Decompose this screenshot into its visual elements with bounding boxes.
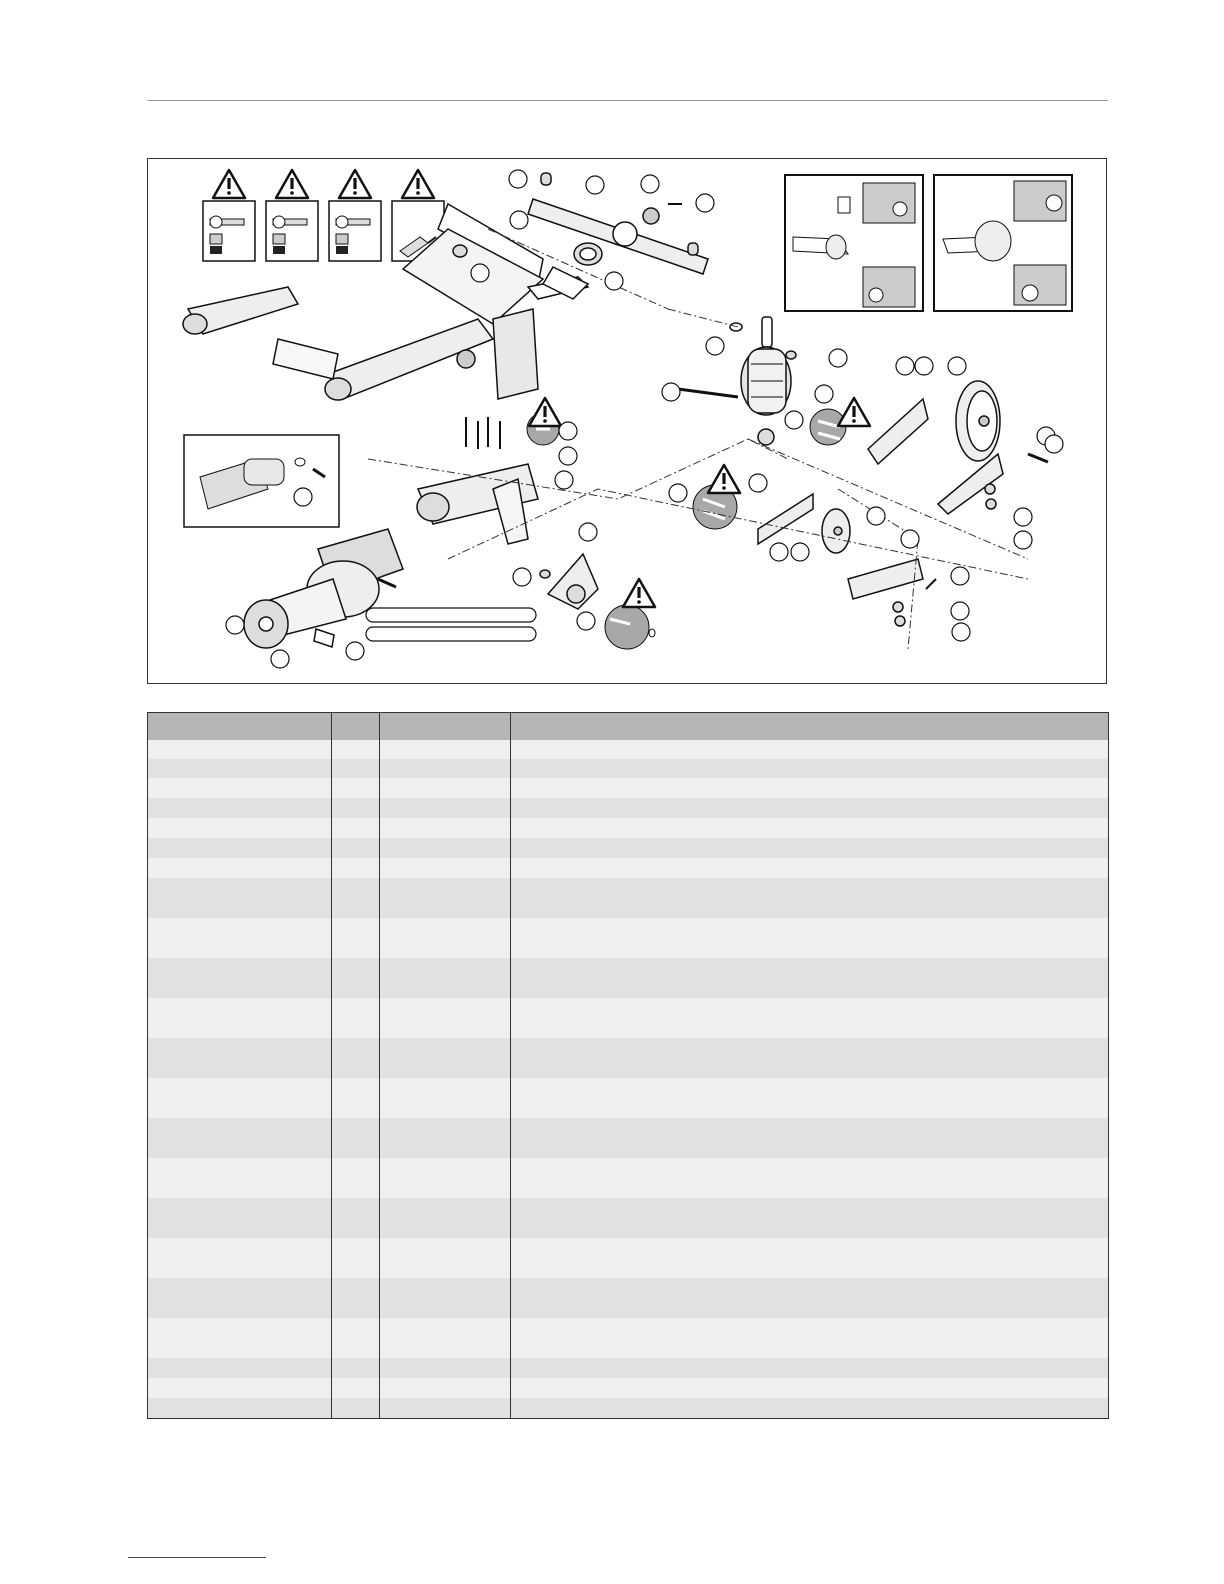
- table-cell: [332, 1118, 380, 1158]
- table-header-row: [148, 713, 1109, 741]
- table-cell: [511, 778, 1109, 798]
- bolt-detail-4: [605, 579, 655, 649]
- table-row: [148, 958, 1109, 998]
- table-cell: [511, 1358, 1109, 1378]
- table-cell: [511, 1238, 1109, 1278]
- table-row: [148, 998, 1109, 1038]
- table-cell: [380, 1378, 511, 1398]
- table-cell: [148, 998, 332, 1038]
- column-header: [148, 713, 332, 741]
- table-cell: [332, 1378, 380, 1398]
- table-cell: [148, 740, 332, 759]
- table-row: [148, 1378, 1109, 1398]
- table-cell: [380, 918, 511, 958]
- table-row: [148, 759, 1109, 778]
- table-cell: [511, 759, 1109, 778]
- warning-triangle-icon: [402, 170, 434, 198]
- torque-warning-panel-2: [266, 170, 318, 261]
- table-row: [148, 1238, 1109, 1278]
- column-header: [511, 713, 1109, 741]
- swing-arm: [417, 417, 538, 544]
- table-row: [148, 740, 1109, 759]
- table-cell: [380, 1398, 511, 1419]
- table-cell: [511, 918, 1109, 958]
- table-cell: [511, 740, 1109, 759]
- exploded-parts-diagram: [147, 158, 1107, 684]
- table-row: [148, 918, 1109, 958]
- footer-link-underline: [128, 1557, 266, 1558]
- table-cell: [332, 759, 380, 778]
- warning-triangle-icon: [339, 170, 371, 198]
- table-cell: [148, 1118, 332, 1158]
- table-cell: [511, 858, 1109, 878]
- table-cell: [332, 740, 380, 759]
- warning-triangle-icon: [708, 465, 740, 493]
- table-cell: [332, 858, 380, 878]
- table-cell: [148, 878, 332, 918]
- table-row: [148, 1398, 1109, 1419]
- table-cell: [380, 1318, 511, 1358]
- table-cell: [148, 958, 332, 998]
- table-cell: [380, 858, 511, 878]
- table-row: [148, 1318, 1109, 1358]
- table-cell: [380, 958, 511, 998]
- table-row: [148, 1038, 1109, 1078]
- bolt-detail-2: [810, 398, 870, 445]
- table-cell: [148, 1318, 332, 1358]
- table-cell: [148, 1238, 332, 1278]
- table-cell: [332, 818, 380, 838]
- table-cell: [148, 1198, 332, 1238]
- table-cell: [380, 878, 511, 918]
- table-cell: [511, 1198, 1109, 1238]
- table-cell: [511, 958, 1109, 998]
- table-cell: [380, 1238, 511, 1278]
- table-cell: [511, 818, 1109, 838]
- column-header: [380, 713, 511, 741]
- wheel-mount-detail-right: [934, 175, 1072, 311]
- table-cell: [380, 778, 511, 798]
- table-cell: [148, 1078, 332, 1118]
- table-cell: [148, 818, 332, 838]
- table-cell: [380, 818, 511, 838]
- table-row: [148, 1078, 1109, 1118]
- table-cell: [511, 878, 1109, 918]
- table-cell: [380, 1038, 511, 1078]
- table-cell: [332, 1158, 380, 1198]
- torque-warning-panel-1: [203, 170, 255, 261]
- motor-inset: [184, 435, 339, 527]
- table-cell: [148, 1398, 332, 1419]
- table-cell: [332, 1078, 380, 1118]
- table-cell: [148, 1038, 332, 1078]
- table-cell: [380, 798, 511, 818]
- table-cell: [511, 1118, 1109, 1158]
- table-cell: [332, 838, 380, 858]
- table-cell: [332, 998, 380, 1038]
- table-cell: [511, 1398, 1109, 1419]
- bolt-detail-1: [527, 398, 561, 445]
- bolt-detail-3: [693, 465, 740, 529]
- table-cell: [511, 1378, 1109, 1398]
- table-cell: [332, 1358, 380, 1378]
- table-row: [148, 1118, 1109, 1158]
- table-cell: [380, 1158, 511, 1198]
- table-cell: [332, 958, 380, 998]
- table-cell: [511, 998, 1109, 1038]
- table-cell: [332, 778, 380, 798]
- table-cell: [380, 759, 511, 778]
- caster-fork-center: [540, 554, 598, 609]
- table-cell: [148, 1378, 332, 1398]
- table-row: [148, 1358, 1109, 1378]
- table-cell: [332, 1318, 380, 1358]
- warning-triangle-icon: [276, 170, 308, 198]
- table-cell: [511, 798, 1109, 818]
- table-cell: [148, 918, 332, 958]
- table-cell: [511, 1078, 1109, 1118]
- table-row: [148, 1278, 1109, 1318]
- table-cell: [148, 838, 332, 858]
- table-cell: [380, 1278, 511, 1318]
- shock-absorber: [678, 317, 796, 445]
- table-cell: [148, 1278, 332, 1318]
- diagram-svg: [148, 159, 1108, 685]
- table-cell: [380, 1358, 511, 1378]
- table-cell: [332, 878, 380, 918]
- callout-strip: [366, 608, 536, 622]
- column-header: [332, 713, 380, 741]
- callout-strip: [366, 627, 536, 641]
- table-cell: [511, 1038, 1109, 1078]
- table-row: [148, 838, 1109, 858]
- table-cell: [148, 778, 332, 798]
- table-cell: [511, 838, 1109, 858]
- warning-triangle-icon: [529, 398, 561, 426]
- warning-triangle-icon: [838, 398, 870, 426]
- table-row: [148, 798, 1109, 818]
- warning-triangle-icon: [213, 170, 245, 198]
- table-cell: [332, 1038, 380, 1078]
- table-cell: [511, 1278, 1109, 1318]
- table-row: [148, 1158, 1109, 1198]
- table-cell: [148, 798, 332, 818]
- table-cell: [380, 1078, 511, 1118]
- table-cell: [332, 1238, 380, 1278]
- table-cell: [148, 858, 332, 878]
- table-cell: [380, 1198, 511, 1238]
- table-cell: [148, 1358, 332, 1378]
- table-row: [148, 818, 1109, 838]
- table-row: [148, 858, 1109, 878]
- table-cell: [380, 998, 511, 1038]
- table-row: [148, 778, 1109, 798]
- table-row: [148, 1198, 1109, 1238]
- table-cell: [332, 1278, 380, 1318]
- table-cell: [148, 1158, 332, 1198]
- parts-table: [147, 712, 1109, 1419]
- table-cell: [332, 1198, 380, 1238]
- table-cell: [332, 1398, 380, 1419]
- table-cell: [380, 838, 511, 858]
- table-cell: [511, 1158, 1109, 1198]
- torque-warning-panel-3: [329, 170, 381, 261]
- table-cell: [148, 759, 332, 778]
- header-rule: [147, 100, 1108, 101]
- table-cell: [332, 918, 380, 958]
- table-row: [148, 878, 1109, 918]
- table-cell: [332, 798, 380, 818]
- table-cell: [380, 740, 511, 759]
- table-cell: [380, 1118, 511, 1158]
- wheel-mount-detail-left: [785, 175, 923, 311]
- warning-triangle-icon: [623, 579, 655, 607]
- table-cell: [511, 1318, 1109, 1358]
